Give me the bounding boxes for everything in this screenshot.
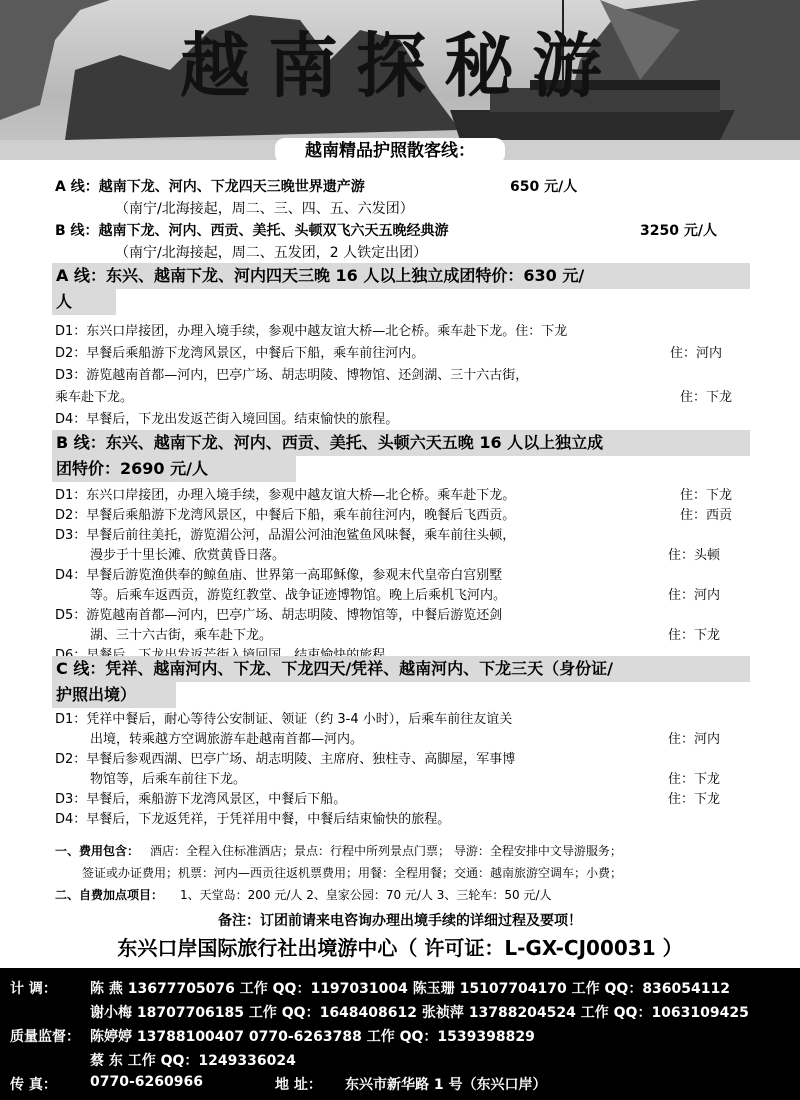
- fees-extra-label: 二、自费加点项目：: [55, 888, 164, 902]
- hero-banner: [0, 0, 800, 160]
- route-a-stay: 住：下龙: [680, 390, 733, 405]
- route-b-day: D2：早餐后乘船游下龙湾风景区，中餐后下船，乘车前往河内，晚餐后飞西贡。: [55, 508, 516, 523]
- route-c-stay: 住：河内: [668, 732, 721, 747]
- passport-line-a-title: A 线：越南下龙、河内、下龙四天三晚世界遗产游: [55, 179, 365, 195]
- route-c-day: D2：早餐后参观西湖、巴亭广场、胡志明陵、主席府、独柱寺、高脚屋，军事博: [55, 752, 516, 767]
- route-b-day: D5：游览越南首都—河内，巴亭广场、胡志明陵、博物馆等，中餐后游览还剑: [55, 608, 503, 623]
- fees-extra-items: 1、天堂岛：200 元/人 2、皇家公园：70 元/人 3、三轮车：50 元/人: [180, 888, 552, 902]
- route-a-day: D3：游览越南首都—河内，巴亭广场、胡志明陵、博物馆、还剑湖、三十六古街，: [55, 368, 529, 383]
- fees-included-line: 酒店：全程入住标准酒店；景点：行程中所列景点门票； 导游：全程安排中文导游服务；: [150, 844, 622, 858]
- route-a-day: 乘车赴下龙。: [55, 390, 134, 405]
- quality-row: 蔡 东 工作 QQ：1249336024: [90, 1053, 296, 1069]
- route-b-day: 湖、三十六古街，乘车赴下龙。: [90, 628, 273, 643]
- fees-included-line: 签证或办证费用；机票：河内—西贡往返机票费用；用餐：全程用餐；交通：越南旅游空调车；小费；: [82, 866, 623, 880]
- route-b-stay: 住：下龙: [668, 628, 721, 643]
- section-subtitle: 越南精品护照散客线：: [275, 138, 505, 164]
- route-a-day: D2：早餐后乘船游下龙湾风景区，中餐后下船，乘车前往河内。: [55, 346, 425, 361]
- booking-note: 备注：订团前请来电咨询办理出境手续的详细过程及要项！: [218, 913, 582, 929]
- contact-panel: [0, 968, 800, 1100]
- route-b-day: 漫步于十里长滩、欣赏黄昏日落。: [90, 548, 286, 563]
- passport-line-b-title: B 线：越南下龙、河内、西贡、美托、头顿双飞六天五晚经典游: [55, 223, 449, 239]
- page-title: 越南探秘游: [180, 25, 620, 107]
- route-b-heading-cont: 团特价：2690 元/人: [52, 456, 296, 482]
- route-c-stay: 住：下龙: [668, 792, 721, 807]
- passport-line-b-note: （南宁/北海接起，周二、五发团，2 人铁定出团）: [115, 245, 428, 261]
- route-a-stay: 住：河内: [670, 346, 723, 361]
- route-c-day: D3：早餐后，乘船游下龙湾风景区，中餐后下船。: [55, 792, 347, 807]
- route-c-day: D4：早餐后，下龙返凭祥，于凭祥用中餐，中餐后结束愉快的旅程。: [55, 812, 451, 827]
- route-c-day: D1：凭祥中餐后，耐心等待公安制证、领证（约 3-4 小时），后乘车前往友谊关: [55, 712, 513, 727]
- route-c-stay: 住：下龙: [668, 772, 721, 787]
- route-c-heading-cont: 护照出境）: [52, 682, 176, 708]
- route-a-day: D4：早餐后，下龙出发返芒街入境回国。结束愉快的旅程。: [55, 412, 399, 427]
- fax-label: 传 真：: [10, 1077, 57, 1093]
- quality-row: 陈婷婷 13788100407 0770-6263788 工作 QQ：1539398829: [90, 1029, 535, 1045]
- agency-name: 东兴口岸国际旅行社出境游中心（ 许可证：L-GX-CJ00031 ）: [117, 936, 683, 960]
- passport-line-a-note: （南宁/北海接起，周二、三、四、五、六发团）: [115, 201, 414, 217]
- route-b-heading: B 线：东兴、越南下龙、河内、西贡、美托、头顿六天五晚 16 人以上独立成: [52, 430, 750, 456]
- route-b-stay: 住：河内: [668, 588, 721, 603]
- route-b-day: D4：早餐后游览渔供奉的鲸鱼庙、世界第一高耶稣像，参观末代皇帝白宫别墅: [55, 568, 503, 583]
- route-b-day: D3：早餐后前往美托，游览湄公河，品湄公河油泡鲨鱼风味餐，乘车前往头顿，: [55, 528, 516, 543]
- route-b-stay: 住：下龙: [680, 488, 733, 503]
- route-a-heading-cont: 人: [52, 289, 116, 315]
- route-c-day: 出境，转乘越方空调旅游车赴越南首都—河内。: [90, 732, 364, 747]
- fees-included-label: 一、费用包含：: [55, 844, 140, 858]
- fax-number: 0770-6260966: [90, 1074, 203, 1090]
- dispatch-row: 谢小梅 18707706185 工作 QQ：1648408612 张祯萍 13788204524 工作 QQ：1063109425: [90, 1005, 749, 1021]
- address-value: 东兴市新华路 1 号（东兴口岸）: [345, 1077, 547, 1093]
- passport-line-b-price: 3250 元/人: [640, 223, 717, 239]
- route-b-day: D1：东兴口岸接团，办理入境手续，参观中越友谊大桥—北仑桥。乘车赴下龙。: [55, 488, 516, 503]
- route-c-day: 物馆等，后乘车前往下龙。: [90, 772, 247, 787]
- route-c-heading: C 线：凭祥、越南河内、下龙、下龙四天/凭祥、越南河内、下龙三天（身份证/: [52, 656, 750, 682]
- route-b-stay: 住：西贡: [680, 508, 733, 523]
- address-label: 地 址：: [275, 1077, 322, 1093]
- route-a-day: D1：东兴口岸接团，办理入境手续，参观中越友谊大桥—北仑桥。乘车赴下龙。住：下龙: [55, 324, 568, 339]
- route-b-stay: 住：头顿: [668, 548, 721, 563]
- passport-line-a-price: 650 元/人: [510, 179, 578, 195]
- dispatch-label: 计 调：: [10, 981, 57, 997]
- quality-label: 质量监督：: [10, 1029, 80, 1045]
- dispatch-row: 陈 燕 13677705076 工作 QQ：1197031004 陈玉珊 15107704170 工作 QQ：836054112: [90, 981, 730, 997]
- route-b-day: 等。后乘车返西贡，游览红教堂、战争证迹博物馆。晚上后乘机飞河内。: [90, 588, 507, 603]
- route-a-heading: A 线：东兴、越南下龙、河内四天三晚 16 人以上独立成团特价：630 元/: [52, 263, 750, 289]
